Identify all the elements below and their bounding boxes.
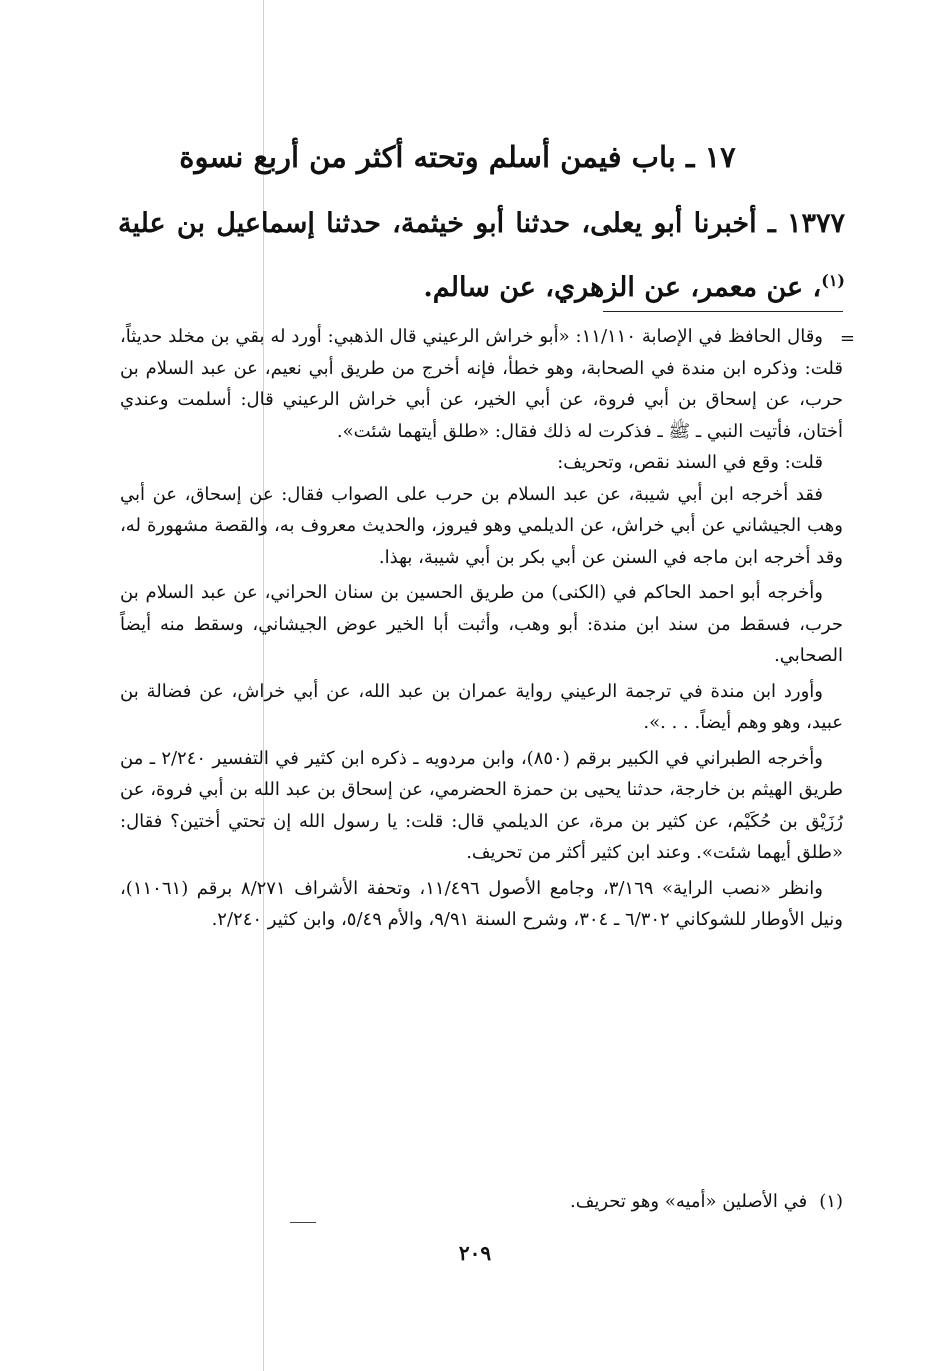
note-paragraph: وقال الحافظ في الإصابة ١١/١١٠: «أبو خراش الرعيني قال الذهبي: أورد له بقي بن مخلد حديثاً، قلت: وذكره ابن مندة في الصحابة، وهو خطأ، فإنه أخرج من طريق أبي نعيم، عن عبد السلام بن حرب، عن إسحاق بن أبي فروة، عن أبي الخير، عن أبي خراش الرعيني قال: أسلمت وعندي أختان، فأتيت النبي ـ ﷺ ـ فذكرت له ذلك فقال: «طلق أيتهما شئت». xyxy=(120,326,843,442)
hadith-text-part1: أخبرنا أبو يعلى، حدثنا أبو خيثمة، حدثنا إسماعيل بن علية xyxy=(118,208,768,239)
note-paragraph: وأخرجه الطبراني في الكبير برقم (٨٥٠)، وابن مردويه ـ ذكره ابن كثير في التفسير ٢/٢٤٠ ـ من طريق الهيثم بن خارجة، حدثنا يحيى بن حمزة الحضرمي، عن إسحاق بن عبد الله بن أبي فروة، عن رُزَيْق بن حُكَيْم، عن كثير بن مرة، عن الديلمي قال: قلت: يا رسول الله إن تحتي أختين؟ فقال: «طلق أيهما شئت». وعند ابن كثير أكثر من تحريف. xyxy=(120,747,843,863)
hadith-text xyxy=(118,192,845,320)
footnote-marker: (١) xyxy=(819,1191,843,1212)
footnote-reference[interactable]: (١) xyxy=(821,271,845,290)
note-paragraph: قلت: وقع في السند نقص، وتحريف: xyxy=(557,452,823,473)
commentary-notes xyxy=(120,321,855,936)
chapter-title: ١٧ ـ باب فيمن أسلم وتحته أكثر من أربع نسوة xyxy=(179,140,736,174)
short-rule xyxy=(290,1222,316,1223)
footnote xyxy=(120,1187,843,1217)
continuation-mark: = xyxy=(839,328,855,349)
note-paragraph: وأخرجه أبو احمد الحاكم في (الكنى) من طريق الحسين بن سنان الحراني، عن عبد السلام بن حرب، فسقط من سند ابن مندة: أبو وهب، وأثبت أبا الخير عوض الجيشاني، وسقط منه أيضاً الصحابي. xyxy=(120,582,843,666)
note-paragraph: فقد أخرجه ابن أبي شيبة، عن عبد السلام بن حرب على الصواب فقال: عن إسحاق، عن أبي وهب الجيشاني عن أبي خراش، عن الديلمي وهو فيروز، والحديث معروف به، والقصة مشهورة له، وقد أخرجه ابن ماجه في السنن عن أبي بكر بن أبي شيبة، بهذا. xyxy=(120,483,843,568)
notes-separator xyxy=(603,311,843,312)
hadith-text-part2: ، عن معمر، عن الزهري، عن سالم. xyxy=(423,272,822,303)
note-paragraph: وأورد ابن مندة في ترجمة الرعيني رواية عمران بن عبد الله، عن أبي خراش، عن فضالة بن عبيد، وهو وهم أيضاً. . . .». xyxy=(120,680,843,733)
note-paragraph: وانظر «نصب الراية» ٣/١٦٩، وجامع الأصول ١١/٤٩٦، وتحفة الأشراف ٨/٢٧١ برقم (١١٠٦١)، ونيل الأوطار للشوكاني ٦/٣٠٢ ـ ٣٠٤، وشرح السنة ٩/٩١، والأم ٥/٤٩، وابن كثير ٢/٢٤٠. xyxy=(120,877,843,930)
hadith-number: ١٣٧٧ ـ xyxy=(767,208,846,239)
page-number: ٢٠٩ xyxy=(458,1241,492,1265)
footnote-text: في الأصلين «أميه» وهو تحريف. xyxy=(569,1191,808,1212)
